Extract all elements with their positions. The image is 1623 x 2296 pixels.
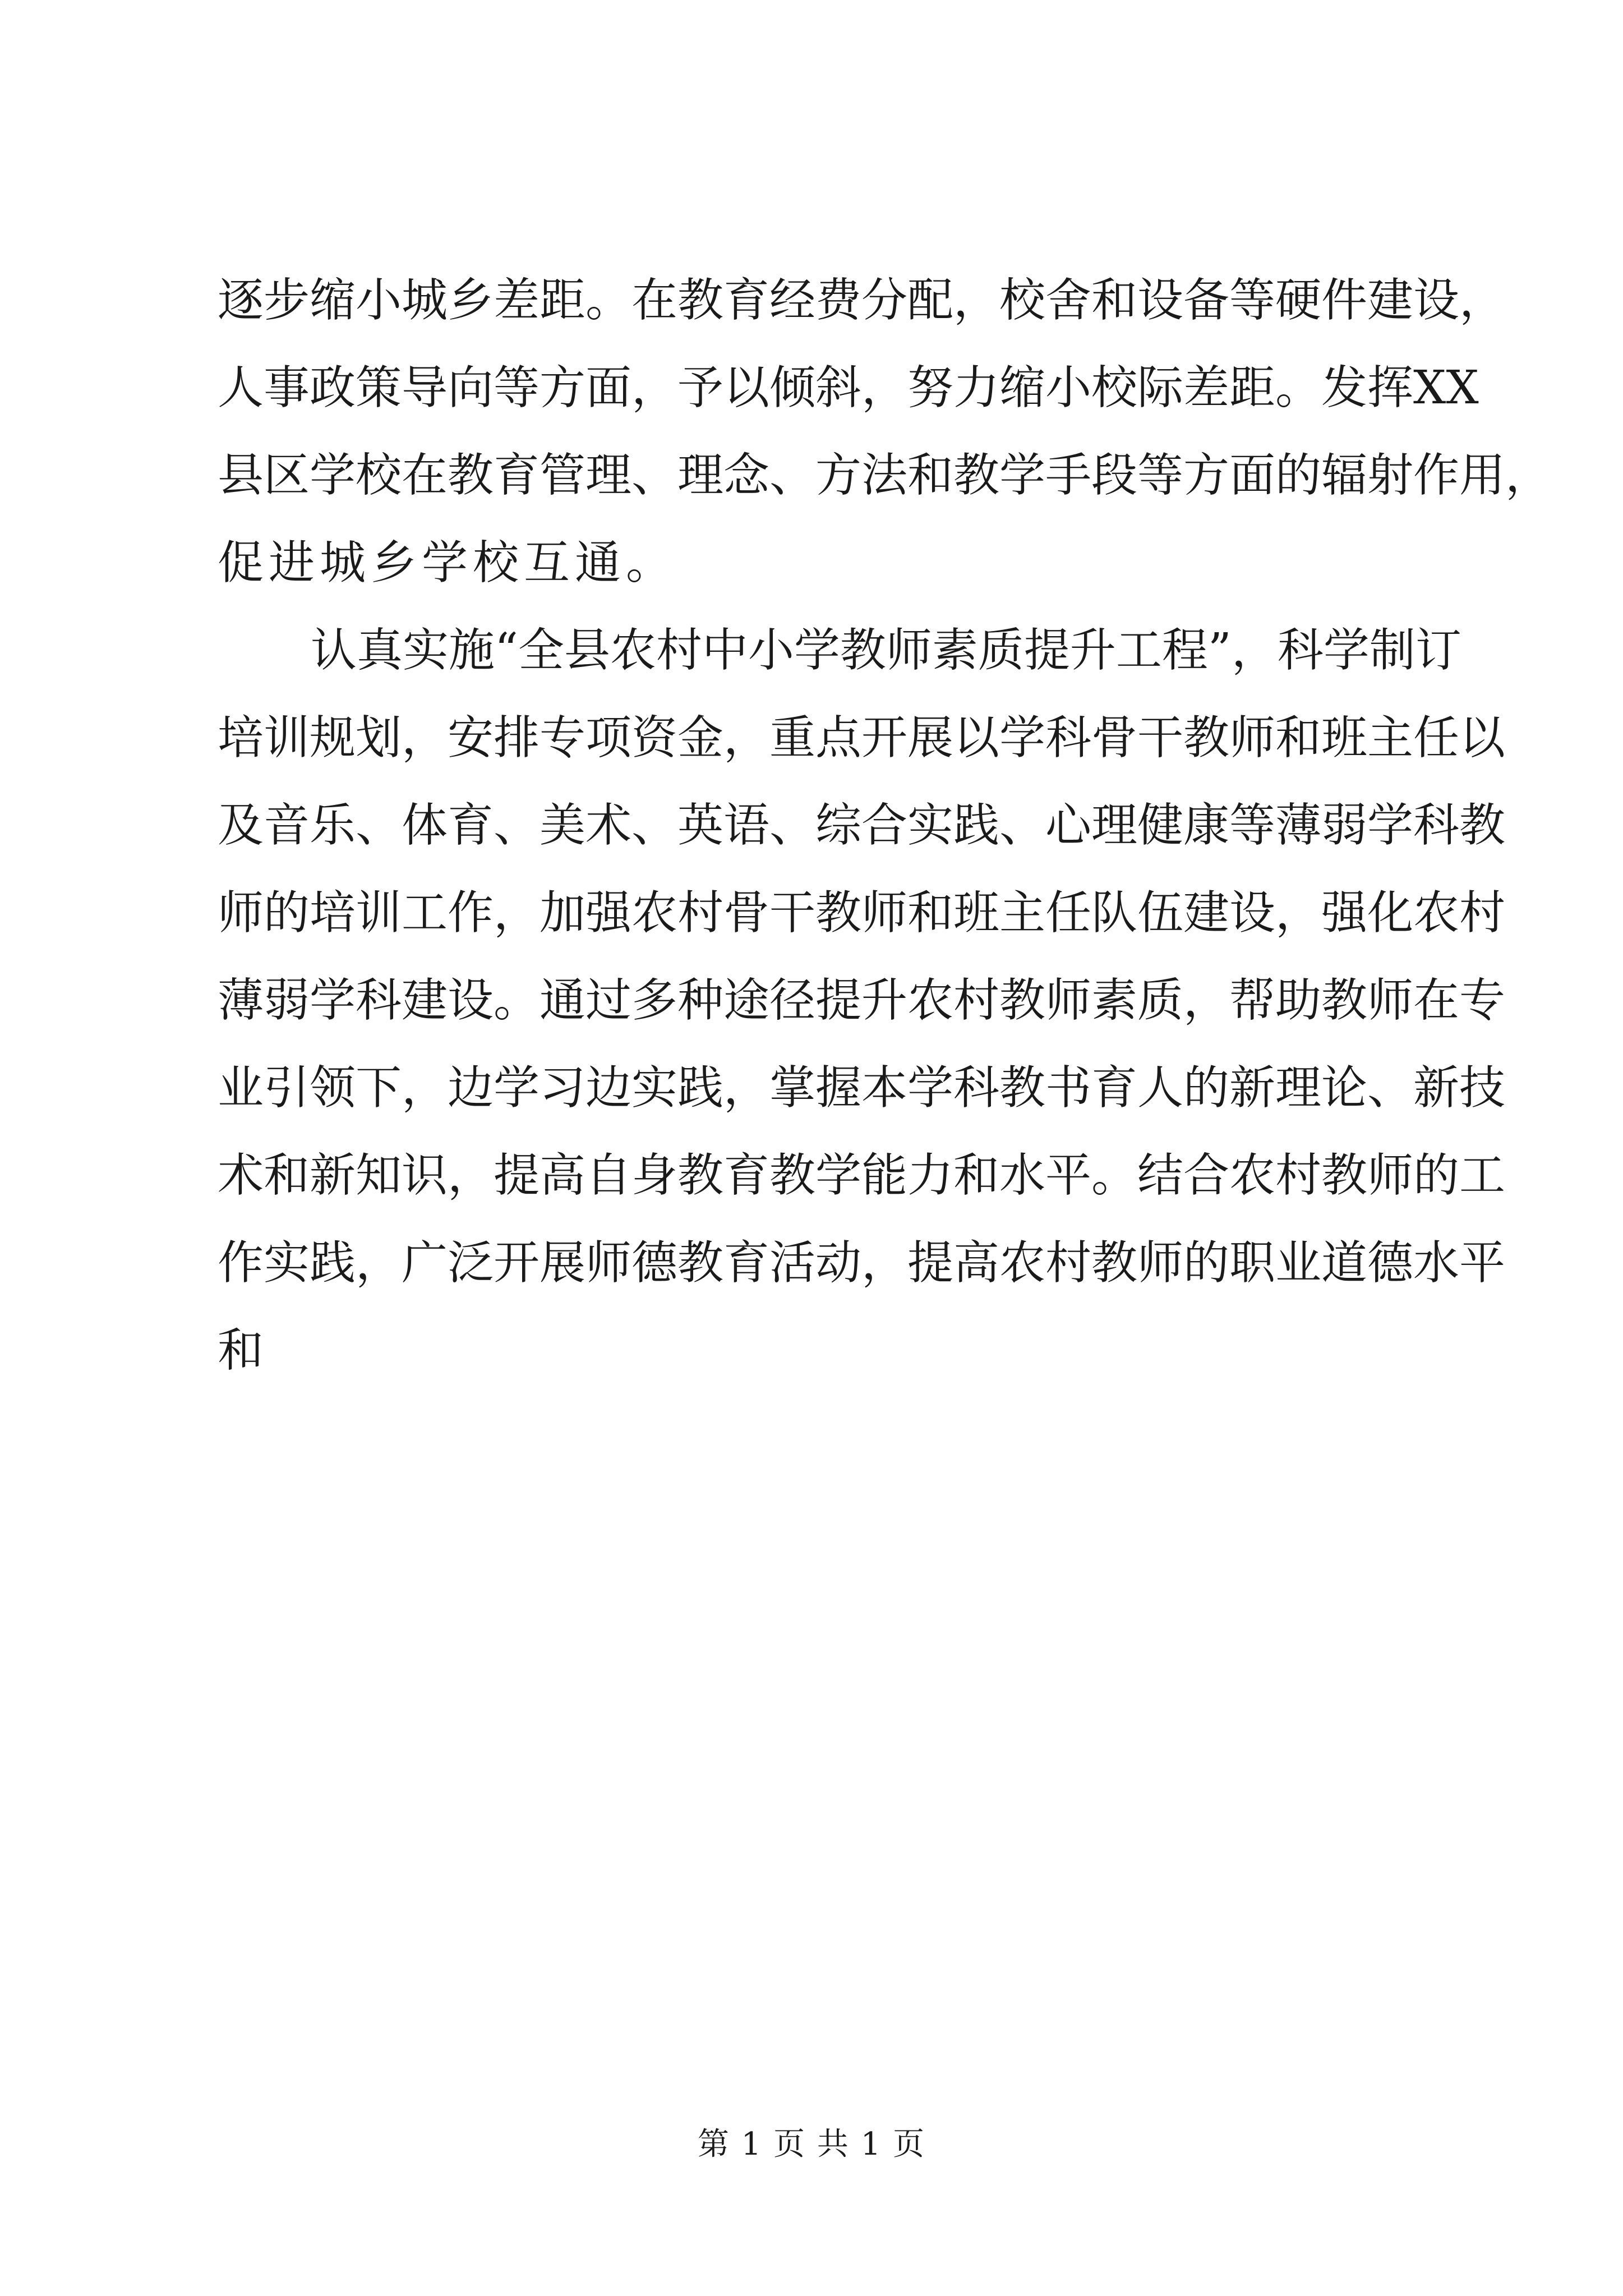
text-line: 县区学校在教育管理、理念、方法和教学手段等方面的辐射作用， bbox=[218, 449, 1552, 502]
text-line: 薄弱学科建设。通过多种途径提升农村教师素质，帮助教师在专 bbox=[218, 974, 1506, 1027]
page-footer: 第 1 页 共 1 页 bbox=[697, 2126, 926, 2162]
text-line: 及音乐、体育、美术、英语、综合实践、心理健康等薄弱学科教 bbox=[218, 799, 1506, 852]
paragraph-1 bbox=[218, 257, 1552, 607]
text-line: 术和新知识，提高自身教育教学能力和水平。结合农村教师的工 bbox=[218, 1149, 1506, 1202]
text-line: 逐步缩小城乡差距。在教育经费分配，校舍和设备等硬件建设， bbox=[218, 274, 1506, 327]
paragraph-2 bbox=[218, 607, 1506, 1395]
text-line: 师的培训工作，加强农村骨干教师和班主任队伍建设，强化农村 bbox=[218, 886, 1506, 940]
document-body bbox=[218, 257, 1552, 1395]
text-line: 培训规划，安排专项资金，重点开展以学科骨干教师和班主任以 bbox=[218, 711, 1506, 765]
text-line: 人事政策导向等方面，予以倾斜，努力缩小校际差距。发挥XX bbox=[218, 361, 1479, 415]
text-line: 业引领下，边学习边实践，掌握本学科教书育人的新理论、新技 bbox=[218, 1061, 1506, 1115]
text-line-indented: 认真实施“全县农村中小学教师素质提升工程”，科学制订 bbox=[311, 624, 1461, 677]
text-line: 促进城乡学校互通。 bbox=[218, 536, 677, 590]
text-line: 作实践，广泛开展师德教育活动，提高农村教师的职业道德水平 bbox=[218, 1236, 1506, 1290]
text-line: 和 bbox=[218, 1324, 269, 1377]
